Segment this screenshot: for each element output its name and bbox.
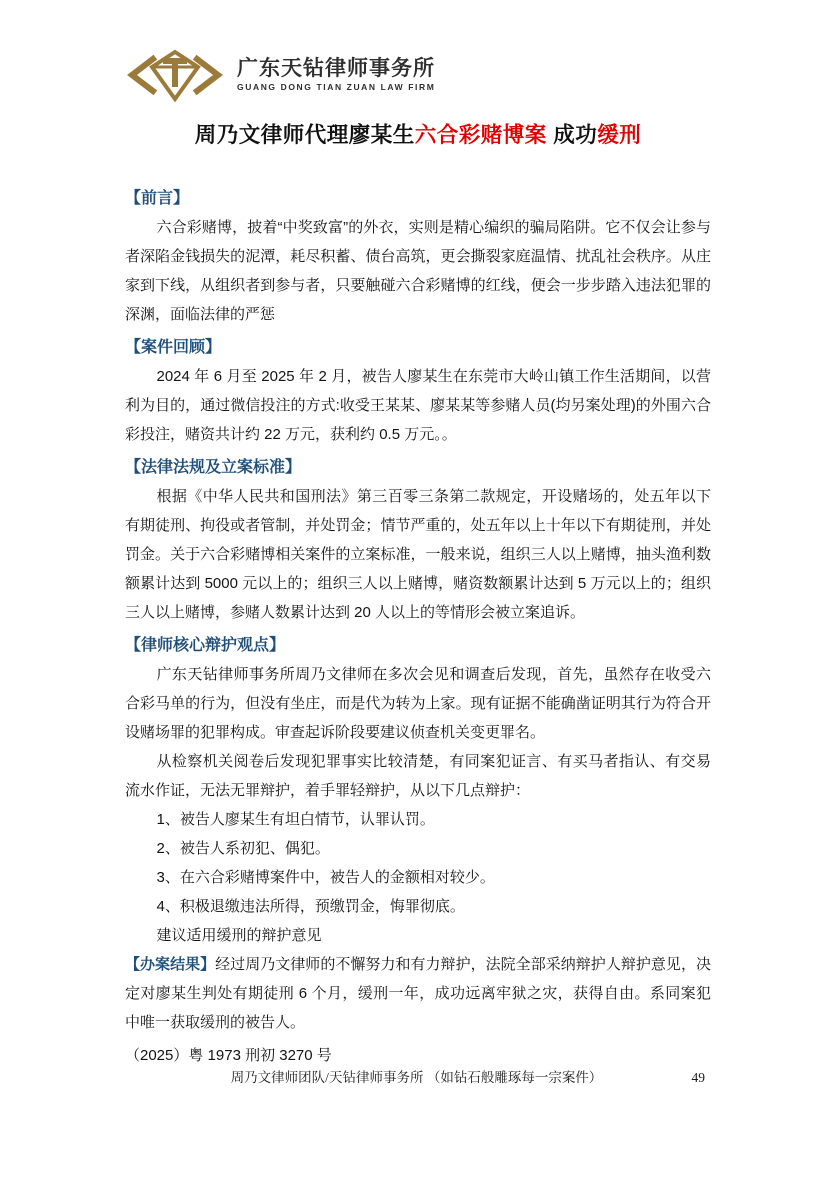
case-number: （2025）粤 1973 刑初 3270 号 (125, 1047, 332, 1064)
paragraph: 六合彩赌博，披着“中奖致富”的外衣，实则是精心编织的骗局陷阱。它不仅会让参与者深陷金钱损失的泥潭，耗尽积蓄、债台高筑，更会撕裂家庭温情、扰乱社会秩序。从庄家到下线，从组织者到参与者，只要触碰六合彩赌博的红线，便会一步步踏入违法犯罪的深渊，面临法律的严惩 (125, 219, 711, 323)
law-firm-name (237, 57, 435, 93)
list-item: 建议适用缓刑的辩护意见 (156, 927, 322, 944)
case-result-paragraph (125, 950, 711, 1037)
case-result-text: 经过周乃文律师的不懈努力和有力辩护，法院全部采纳辩护人辩护意见，决定对廖某生判处有期徒刑 6 个月，缓刑一年，成功远离牢狱之灾，获得自由。系同案犯中唯一获取缓刑的被告人。 (125, 956, 711, 1031)
list-item: 4、积极退缴违法所得，预缴罚金，悔罪彻底。 (156, 898, 465, 915)
law-firm-name-en: GUANG DONG TIAN ZUAN LAW FIRM (237, 82, 436, 92)
title-segment: 周乃文律师代理廖某生 (194, 123, 415, 147)
paragraph: 根据《中华人民共和国刑法》第三百零三条第二款规定，开设赌场的，处五年以下有期徒刑、拘役或者管制，并处罚金；情节严重的，处五年以上十年以下有期徒刑，并处罚金。关于六合彩赌博相关案件的立案标准，一般来说，组织三人以上赌博，抽头渔利数额累计达到 5000 元以上的；组织三人以上赌博，赌资数额累计达到 5 万元以上的；组织三人以上赌博，参赌人数累计达到 20 人以上的等情形会被立案追诉。 (125, 488, 711, 621)
title-segment: 成功 (546, 123, 598, 147)
defense-points-list (125, 805, 711, 950)
section-heading-case-review: 【案件回顾】 (125, 339, 222, 356)
page-number: 49 (691, 1070, 705, 1085)
title-segment-highlight: 六合彩赌博案 (414, 123, 547, 147)
article-title (125, 120, 711, 150)
diamond-logo-icon (125, 47, 225, 103)
paragraph: 广东天钻律师事务所周乃文律师在多次会见和调查后发现，首先，虽然存在收受六合彩马单的行为，但没有坐庄，而是代为转为上家。现有证据不能确凿证明其行为符合开设赌场罪的犯罪构成。审查起诉阶段要建议侦查机关变更罪名。 (125, 666, 711, 741)
list-item: 2、被告人系初犯、偶犯。 (156, 840, 330, 857)
law-firm-name-cn: 广东天钻律师事务所 (237, 57, 435, 80)
section-heading-defense-points: 【律师核心辩护观点】 (125, 637, 286, 654)
list-item: 1、被告人廖某生有坦白情节，认罪认罚。 (156, 811, 435, 828)
section-heading-legal-standards: 【法律法规及立案标准】 (125, 459, 302, 476)
footer-text: 周乃文律师团队/天钻律师事务所 （如钻石般雕琢每一宗案件） (230, 1070, 603, 1085)
section-heading-case-result: 【办案结果】 (125, 956, 216, 973)
title-segment-highlight: 缓刑 (597, 123, 642, 147)
list-item: 3、在六合彩赌博案件中，被告人的金额相对较少。 (156, 869, 495, 886)
paragraph: 从检察机关阅卷后发现犯罪事实比较清楚，有同案犯证言、有买马者指认、有交易流水作证，无法无罪辩护，着手罪轻辩护，从以下几点辩护： (125, 753, 711, 799)
page-footer (0, 1068, 833, 1088)
paragraph: 2024 年 6 月至 2025 年 2 月，被告人廖某生在东莞市大岭山镇工作生活期间，以营利为目的，通过微信投注的方式:收受王某某、廖某某等参赌人员(均另案处理)的外围六合彩投注，赌资共计约 22 万元，获利约 0.5 万元。。 (125, 368, 711, 443)
section-heading-preface: 【前言】 (125, 190, 190, 207)
law-firm-logo (125, 44, 711, 106)
